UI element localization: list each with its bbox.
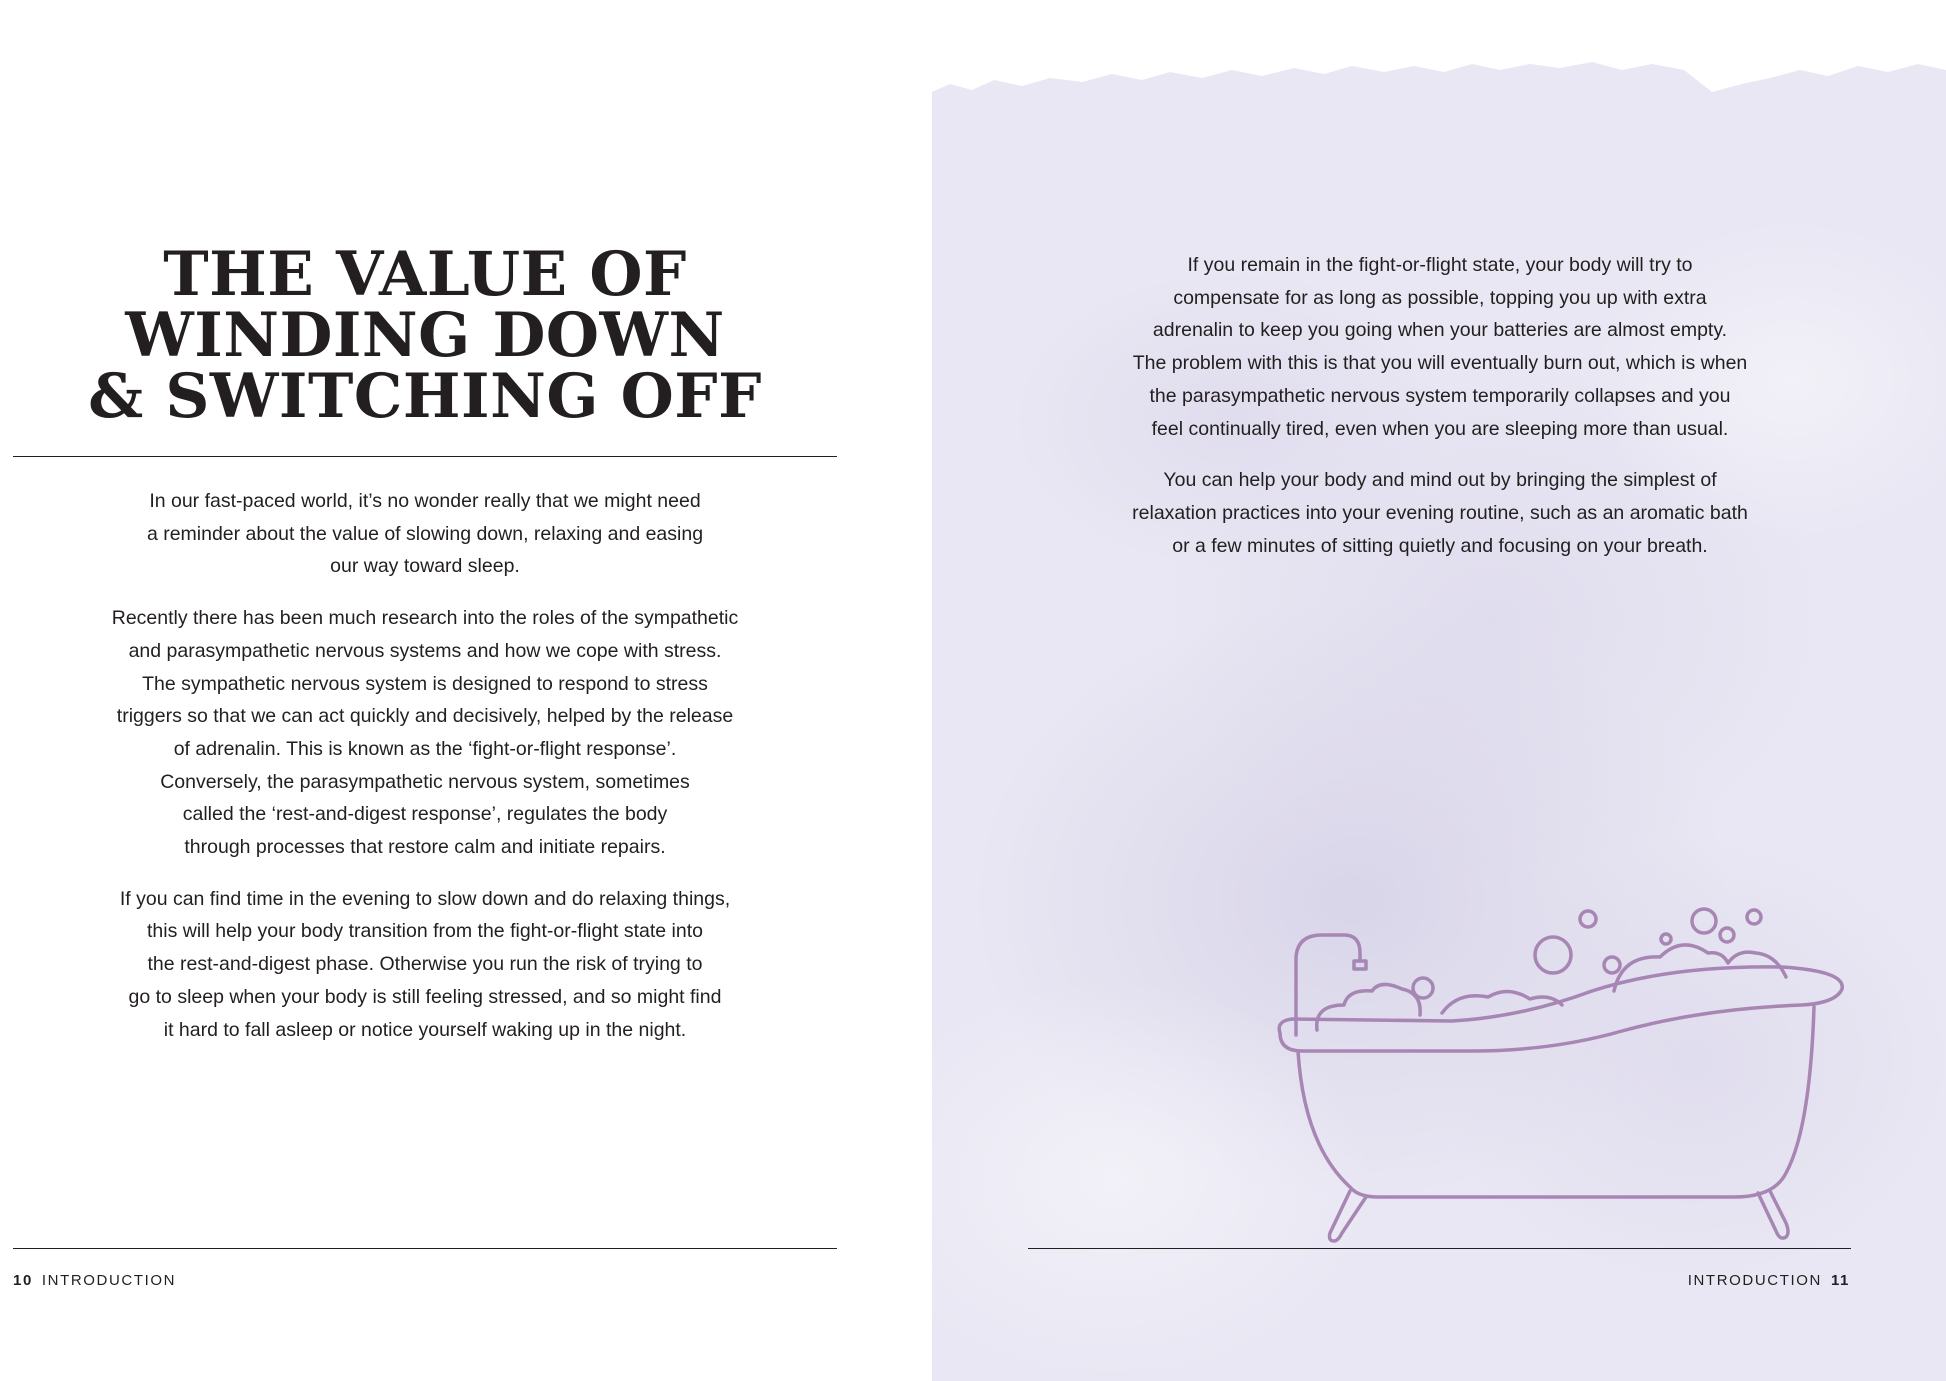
title-line-1: THE VALUE OF — [163, 239, 687, 310]
section-label-left: INTRODUCTION — [41, 1272, 177, 1289]
section-label-right: INTRODUCTION — [1687, 1272, 1822, 1289]
tub-foot-left — [1330, 1191, 1367, 1241]
right-body-text — [1080, 249, 1800, 562]
left-paragraph-1: In our fast-paced world, it’s no wonder really that we might need a reminder about the value of slowing down, relaxing and easing our way toward sleep. — [146, 490, 704, 578]
footer-divider-right — [1028, 1248, 1851, 1249]
footer-right — [1688, 1272, 1850, 1289]
title-divider — [13, 456, 837, 457]
right-paragraph-1: If you remain in the fight-or-flight state, your body will try to compensate for as long as possible, topping you up with extra adrenalin to keep you going when your batteries are almost empty. The problem with this is that you will eventually burn out, which is when the parasympathetic nervous system temporarily collapses and you feel continually tired, even when you are sleeping more than usual. — [1132, 254, 1748, 440]
page-number-left: 10 — [13, 1272, 33, 1289]
page-number-right: 11 — [1830, 1272, 1850, 1289]
tub-foot-right — [1758, 1191, 1788, 1238]
left-paragraph-2: Recently there has been much research into the roles of the sympathetic and parasympathetic nervous systems and how we cope with stress. The sympathetic nervous system is designed to respond to stress triggers so that we can act quickly and decisively, helped by the release of adrenalin. This is known as the ‘fight-or-flight response’. Conversely, the parasympathetic nervous system, sometimes called the ‘rest-and-digest response’, regulates the body through processes that restore calm and initiate repairs. — [111, 607, 739, 859]
right-paragraph-2: You can help your body and mind out by bringing the simplest of relaxation practices into your evening routine, such as an aromatic bath or a few minutes of sitting quietly and focusing on your breath. — [1132, 469, 1748, 557]
left-paragraph-3: If you can find time in the evening to slow down and do relaxing things, this will help your body transition from the fight-or-flight state into the rest-and-digest phase. Otherwise you run the risk of trying to go to sleep when your body is still feeling stressed, and so might find it hard to fall asleep or notice yourself waking up in the night. — [119, 887, 731, 1041]
bathtub-illustration — [1262, 905, 1856, 1250]
bubbles-icon — [1317, 984, 1420, 1030]
page-title — [0, 239, 850, 432]
left-body-text — [40, 485, 810, 1046]
footer-left — [13, 1272, 176, 1289]
title-line-2: WINDING DOWN — [125, 300, 725, 371]
footer-divider-left — [13, 1248, 837, 1249]
title-line-3: & SWITCHING OFF — [88, 361, 762, 432]
